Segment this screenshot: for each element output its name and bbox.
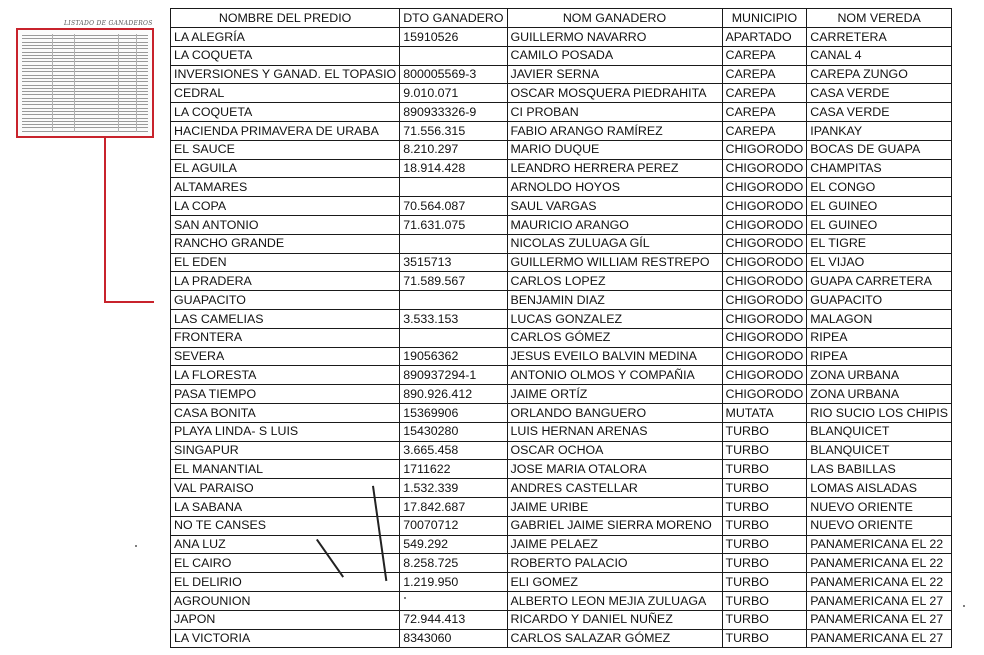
vereda-cell: RIO SUCIO LOS CHIPIS: [807, 403, 952, 422]
nom-ganadero-cell: CAMILO POSADA: [507, 46, 722, 65]
table-row: [171, 178, 952, 197]
table-row: [171, 535, 952, 554]
municipio-cell: TURBO: [722, 460, 807, 479]
table-row: [171, 103, 952, 122]
thumbnail-row-line: [22, 81, 148, 82]
table-row: [171, 121, 952, 140]
municipio-cell: TURBO: [722, 629, 807, 648]
vereda-cell: LOMAS AISLADAS: [807, 479, 952, 498]
thumbnail-row-line: [22, 104, 148, 105]
dto-ganadero-cell: [400, 234, 507, 253]
thumbnail-column-line: [136, 34, 137, 132]
table-header-row: [171, 9, 952, 28]
ink-dot: [404, 597, 406, 599]
predio-cell: CEDRAL: [171, 84, 400, 103]
municipio-cell: TURBO: [722, 610, 807, 629]
predio-cell: RANCHO GRANDE: [171, 234, 400, 253]
predio-cell: EL MANANTIAL: [171, 460, 400, 479]
predio-cell: JAPON: [171, 610, 400, 629]
nom-ganadero-cell: ELI GOMEZ: [507, 573, 722, 592]
table-row: [171, 46, 952, 65]
municipio-cell: CHIGORODO: [722, 178, 807, 197]
municipio-cell: MUTATA: [722, 403, 807, 422]
predio-cell: SAN ANTONIO: [171, 215, 400, 234]
municipio-cell: TURBO: [722, 573, 807, 592]
dto-ganadero-cell: 3515713: [400, 253, 507, 272]
predio-cell: NO TE CANSES: [171, 516, 400, 535]
dto-ganadero-cell: 8343060: [400, 629, 507, 648]
thumbnail-document: [16, 28, 154, 138]
table-row: [171, 272, 952, 291]
table-row: [171, 328, 952, 347]
thumbnail-row-line: [22, 94, 148, 95]
vereda-cell: EL GUINEO: [807, 197, 952, 216]
dto-ganadero-cell: [400, 46, 507, 65]
nom-ganadero-cell: JAIME PELAEZ: [507, 535, 722, 554]
thumbnail-row-line: [22, 98, 148, 99]
column-header-predio: NOMBRE DEL PREDIO: [171, 9, 400, 28]
thumbnail-row-line: [22, 121, 148, 122]
nom-ganadero-cell: JOSE MARIA OTALORA: [507, 460, 722, 479]
thumbnail-row-line: [22, 55, 148, 56]
dto-ganadero-cell: 890.926.412: [400, 385, 507, 404]
predio-cell: ALTAMARES: [171, 178, 400, 197]
predio-cell: LA COQUETA: [171, 103, 400, 122]
nom-ganadero-cell: OSCAR OCHOA: [507, 441, 722, 460]
nom-ganadero-cell: LUIS HERNAN ARENAS: [507, 422, 722, 441]
nom-ganadero-cell: LUCAS GONZALEZ: [507, 309, 722, 328]
municipio-cell: CHIGORODO: [722, 253, 807, 272]
page-thumbnail[interactable]: [8, 20, 160, 138]
dto-ganadero-cell: 1711622: [400, 460, 507, 479]
vereda-cell: BLANQUICET: [807, 441, 952, 460]
municipio-cell: CHIGORODO: [722, 234, 807, 253]
dto-ganadero-cell: 70070712: [400, 516, 507, 535]
thumbnail-row-line: [22, 101, 148, 102]
table-row: [171, 573, 952, 592]
municipio-cell: TURBO: [722, 591, 807, 610]
municipio-cell: CHIGORODO: [722, 272, 807, 291]
predio-cell: HACIENDA PRIMAVERA DE URABA: [171, 121, 400, 140]
predio-cell: SEVERA: [171, 347, 400, 366]
thumbnail-row-line: [22, 45, 148, 46]
municipio-cell: APARTADO: [722, 28, 807, 47]
thumbnail-row-line: [22, 78, 148, 79]
dto-ganadero-cell: [400, 178, 507, 197]
vereda-cell: GUAPA CARRETERA: [807, 272, 952, 291]
column-header-municipio: MUNICIPIO: [722, 9, 807, 28]
dto-ganadero-cell: 15910526: [400, 28, 507, 47]
thumbnail-column-line: [118, 34, 119, 132]
nom-ganadero-cell: GABRIEL JAIME SIERRA MORENO: [507, 516, 722, 535]
nom-ganadero-cell: SAUL VARGAS: [507, 197, 722, 216]
vereda-cell: PANAMERICANA EL 22: [807, 535, 952, 554]
zoom-connector-line: [104, 301, 154, 303]
thumbnail-column-line: [52, 34, 53, 132]
dto-ganadero-cell: [400, 291, 507, 310]
vereda-cell: MALAGON: [807, 309, 952, 328]
predio-cell: EL DELIRIO: [171, 573, 400, 592]
predio-cell: LA COPA: [171, 197, 400, 216]
vereda-cell: PANAMERICANA EL 27: [807, 591, 952, 610]
nom-ganadero-cell: ANDRES CASTELLAR: [507, 479, 722, 498]
nom-ganadero-cell: JESUS EVEILO BALVIN MEDINA: [507, 347, 722, 366]
vereda-cell: EL VIJAO: [807, 253, 952, 272]
vereda-cell: BLANQUICET: [807, 422, 952, 441]
zoom-connector-line: [104, 138, 106, 303]
predio-cell: PLAYA LINDA- S LUIS: [171, 422, 400, 441]
table-row: [171, 28, 952, 47]
municipio-cell: CHIGORODO: [722, 291, 807, 310]
municipio-cell: TURBO: [722, 516, 807, 535]
dto-ganadero-cell: 17.842.687: [400, 497, 507, 516]
dto-ganadero-cell: 8.258.725: [400, 554, 507, 573]
vereda-cell: CAREPA ZUNGO: [807, 65, 952, 84]
table-row: [171, 591, 952, 610]
thumbnail-row-line: [22, 38, 148, 39]
table-row: [171, 460, 952, 479]
vereda-cell: RIPEA: [807, 328, 952, 347]
dto-ganadero-cell: [400, 328, 507, 347]
predio-cell: EL CAIRO: [171, 554, 400, 573]
predio-cell: PASA TIEMPO: [171, 385, 400, 404]
vereda-cell: ZONA URBANA: [807, 385, 952, 404]
table-row: [171, 140, 952, 159]
table-row: [171, 385, 952, 404]
vereda-cell: EL TIGRE: [807, 234, 952, 253]
municipio-cell: CHIGORODO: [722, 347, 807, 366]
municipio-cell: TURBO: [722, 422, 807, 441]
table-row: [171, 309, 952, 328]
dto-ganadero-cell: 890937294-1: [400, 366, 507, 385]
vereda-cell: PANAMERICANA EL 22: [807, 573, 952, 592]
nom-ganadero-cell: ALBERTO LEON MEJIA ZULUAGA: [507, 591, 722, 610]
table-row: [171, 441, 952, 460]
nom-ganadero-cell: ORLANDO BANGUERO: [507, 403, 722, 422]
municipio-cell: CHIGORODO: [722, 215, 807, 234]
thumbnail-row-line: [22, 124, 148, 125]
nom-ganadero-cell: CARLOS LOPEZ: [507, 272, 722, 291]
ink-dot: [963, 605, 965, 607]
municipio-cell: CHIGORODO: [722, 197, 807, 216]
vereda-cell: EL GUINEO: [807, 215, 952, 234]
municipio-cell: CAREPA: [722, 103, 807, 122]
thumbnail-row-line: [22, 65, 148, 66]
table-row: [171, 65, 952, 84]
vereda-cell: IPANKAY: [807, 121, 952, 140]
nom-ganadero-cell: FABIO ARANGO RAMÍREZ: [507, 121, 722, 140]
nom-ganadero-cell: MARIO DUQUE: [507, 140, 722, 159]
predio-cell: LA VICTORIA: [171, 629, 400, 648]
nom-ganadero-cell: MAURICIO ARANGO: [507, 215, 722, 234]
thumbnail-row-line: [22, 58, 148, 59]
predio-cell: LAS CAMELIAS: [171, 309, 400, 328]
thumbnail-row-line: [22, 85, 148, 86]
thumbnail-row-line: [22, 42, 148, 43]
dto-ganadero-cell: 71.556.315: [400, 121, 507, 140]
dto-ganadero-cell: 8.210.297: [400, 140, 507, 159]
vereda-cell: GUAPACITO: [807, 291, 952, 310]
vereda-cell: NUEVO ORIENTE: [807, 516, 952, 535]
thumbnail-row-line: [22, 111, 148, 112]
municipio-cell: CAREPA: [722, 84, 807, 103]
nom-ganadero-cell: GUILLERMO NAVARRO: [507, 28, 722, 47]
dto-ganadero-cell: [400, 591, 507, 610]
dto-ganadero-cell: 3.665.458: [400, 441, 507, 460]
dto-ganadero-cell: 890933326-9: [400, 103, 507, 122]
predio-cell: GUAPACITO: [171, 291, 400, 310]
predio-cell: FRONTERA: [171, 328, 400, 347]
thumbnail-row-line: [22, 88, 148, 89]
column-header-vereda: NOM VEREDA: [807, 9, 952, 28]
predio-cell: LA ALEGRÍA: [171, 28, 400, 47]
vereda-cell: NUEVO ORIENTE: [807, 497, 952, 516]
vereda-cell: CASA VERDE: [807, 84, 952, 103]
table-row: [171, 497, 952, 516]
vereda-cell: ZONA URBANA: [807, 366, 952, 385]
column-header-nom-ganadero: NOM GANADERO: [507, 9, 722, 28]
thumbnail-row-line: [22, 52, 148, 53]
ink-dot: [135, 545, 137, 547]
nom-ganadero-cell: CI PROBAN: [507, 103, 722, 122]
nom-ganadero-cell: ANTONIO OLMOS Y COMPAÑIA: [507, 366, 722, 385]
municipio-cell: TURBO: [722, 479, 807, 498]
table-row: [171, 215, 952, 234]
thumbnail-row-line: [22, 68, 148, 69]
dto-ganadero-cell: 15430280: [400, 422, 507, 441]
nom-ganadero-cell: LEANDRO HERRERA PEREZ: [507, 159, 722, 178]
table-row: [171, 291, 952, 310]
nom-ganadero-cell: CARLOS SALAZAR GÓMEZ: [507, 629, 722, 648]
dto-ganadero-cell: 71.631.075: [400, 215, 507, 234]
municipio-cell: CAREPA: [722, 121, 807, 140]
nom-ganadero-cell: OSCAR MOSQUERA PIEDRAHITA: [507, 84, 722, 103]
municipio-cell: CHIGORODO: [722, 385, 807, 404]
nom-ganadero-cell: BENJAMIN DIAZ: [507, 291, 722, 310]
thumbnail-row-line: [22, 127, 148, 128]
dto-ganadero-cell: 15369906: [400, 403, 507, 422]
table-row: [171, 253, 952, 272]
predio-cell: SINGAPUR: [171, 441, 400, 460]
thumbnail-row-line: [22, 61, 148, 62]
municipio-cell: TURBO: [722, 554, 807, 573]
thumbnail-row-line: [22, 35, 148, 36]
dto-ganadero-cell: 549.292: [400, 535, 507, 554]
vereda-cell: CANAL 4: [807, 46, 952, 65]
vereda-cell: EL CONGO: [807, 178, 952, 197]
municipio-cell: CAREPA: [722, 65, 807, 84]
predio-cell: EL AGUILA: [171, 159, 400, 178]
dto-ganadero-cell: 3.533.153: [400, 309, 507, 328]
vereda-cell: CASA VERDE: [807, 103, 952, 122]
predio-cell: ANA LUZ: [171, 535, 400, 554]
nom-ganadero-cell: NICOLAS ZULUAGA GÍL: [507, 234, 722, 253]
table-row: [171, 234, 952, 253]
table-row: [171, 84, 952, 103]
table-row: [171, 554, 952, 573]
vereda-cell: CARRETERA: [807, 28, 952, 47]
vereda-cell: PANAMERICANA EL 22: [807, 554, 952, 573]
thumbnail-row-line: [22, 114, 148, 115]
table-row: [171, 422, 952, 441]
predio-cell: CASA BONITA: [171, 403, 400, 422]
municipio-cell: CHIGORODO: [722, 309, 807, 328]
thumbnail-column-line: [74, 34, 75, 132]
municipio-cell: TURBO: [722, 535, 807, 554]
nom-ganadero-cell: ARNOLDO HOYOS: [507, 178, 722, 197]
dto-ganadero-cell: 800005569-3: [400, 65, 507, 84]
predio-cell: LA COQUETA: [171, 46, 400, 65]
nom-ganadero-cell: CARLOS GÓMEZ: [507, 328, 722, 347]
predio-cell: INVERSIONES Y GANAD. EL TOPASIO: [171, 65, 400, 84]
thumbnail-row-line: [22, 48, 148, 49]
vereda-cell: LAS BABILLAS: [807, 460, 952, 479]
predio-cell: VAL PARAISO: [171, 479, 400, 498]
dto-ganadero-cell: 18.914.428: [400, 159, 507, 178]
table-row: [171, 159, 952, 178]
dto-ganadero-cell: 9.010.071: [400, 84, 507, 103]
predio-cell: LA PRADERA: [171, 272, 400, 291]
nom-ganadero-cell: JAIME URIBE: [507, 497, 722, 516]
thumbnail-row-line: [22, 118, 148, 119]
nom-ganadero-cell: GUILLERMO WILLIAM RESTREPO: [507, 253, 722, 272]
vereda-cell: CHAMPITAS: [807, 159, 952, 178]
thumbnail-row-line: [22, 75, 148, 76]
municipio-cell: TURBO: [722, 497, 807, 516]
thumbnail-row-line: [22, 108, 148, 109]
municipio-cell: TURBO: [722, 441, 807, 460]
dto-ganadero-cell: 70.564.087: [400, 197, 507, 216]
dto-ganadero-cell: 19056362: [400, 347, 507, 366]
table-row: [171, 516, 952, 535]
predio-cell: EL SAUCE: [171, 140, 400, 159]
municipio-cell: CHIGORODO: [722, 140, 807, 159]
vereda-cell: PANAMERICANA EL 27: [807, 610, 952, 629]
table-row: [171, 197, 952, 216]
nom-ganadero-cell: ROBERTO PALACIO: [507, 554, 722, 573]
table-row: [171, 403, 952, 422]
thumbnail-row-line: [22, 131, 148, 132]
vereda-cell: RIPEA: [807, 347, 952, 366]
municipio-cell: CAREPA: [722, 46, 807, 65]
municipio-cell: CHIGORODO: [722, 159, 807, 178]
vereda-cell: BOCAS DE GUAPA: [807, 140, 952, 159]
dto-ganadero-cell: 71.589.567: [400, 272, 507, 291]
thumbnail-title: LISTADO DE GANADEROS: [64, 20, 153, 27]
dto-ganadero-cell: 1.219.950: [400, 573, 507, 592]
predio-cell: LA FLORESTA: [171, 366, 400, 385]
table-row: [171, 629, 952, 648]
nom-ganadero-cell: JAIME ORTÍZ: [507, 385, 722, 404]
thumbnail-row-line: [22, 91, 148, 92]
municipio-cell: CHIGORODO: [722, 366, 807, 385]
table-row: [171, 366, 952, 385]
predio-cell: AGROUNION: [171, 591, 400, 610]
column-header-dto-ganadero: DTO GANADERO: [400, 9, 507, 28]
nom-ganadero-cell: JAVIER SERNA: [507, 65, 722, 84]
predio-cell: EL EDEN: [171, 253, 400, 272]
municipio-cell: CHIGORODO: [722, 328, 807, 347]
table-row: [171, 610, 952, 629]
dto-ganadero-cell: 72.944.413: [400, 610, 507, 629]
nom-ganadero-cell: RICARDO Y DANIEL NUÑEZ: [507, 610, 722, 629]
table-row: [171, 479, 952, 498]
thumbnail-row-line: [22, 71, 148, 72]
ganaderos-table: [170, 8, 952, 648]
table-row: [171, 347, 952, 366]
vereda-cell: PANAMERICANA EL 27: [807, 629, 952, 648]
dto-ganadero-cell: 1.532.339: [400, 479, 507, 498]
predio-cell: LA SABANA: [171, 497, 400, 516]
